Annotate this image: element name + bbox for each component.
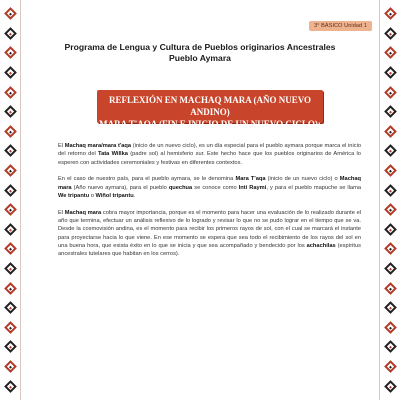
text: (Año nuevo aymara), para el pueblo (71, 184, 169, 191)
border-diamond-motif (4, 321, 17, 334)
border-diamond-motif (384, 66, 397, 79)
text: , y para el pueblo mapuche se llama (266, 184, 361, 191)
term-we-tripantu: We tripantu (58, 192, 90, 199)
paragraph-1 (58, 142, 361, 167)
border-diamond-motif (384, 203, 397, 216)
text: En el caso de nuestro país, para el pueblo aymara, se le denomina (58, 176, 236, 183)
border-diamond-motif (4, 27, 17, 40)
border-diamond-motif (4, 360, 17, 373)
border-diamond-motif (4, 66, 17, 79)
term-machaq-mara: Machaq mara (64, 209, 102, 216)
text: . (133, 192, 136, 199)
section-title-line-2: MARA T'AQA (FIN E INICIO DE UN NUEVO CICLO): (99, 119, 321, 129)
term-inti-raymi: Inti Raymi (238, 184, 267, 191)
text: o (89, 192, 96, 199)
paragraph-2 (58, 175, 361, 200)
border-diamond-motif (384, 164, 397, 177)
term-machaq-mara: Machaq mara (58, 176, 361, 191)
text: El (58, 209, 65, 216)
border-diamond-motif (4, 301, 17, 314)
border-diamond-motif (4, 243, 17, 256)
term-machaq-mara: Machaq mara/mara t'aqa (64, 143, 132, 149)
border-diamond-motif (384, 360, 397, 373)
border-diamond-motif (4, 184, 17, 197)
text: (padre sol) al hemisferio sur. Este hecho hace que los pueblos originarios de América lo esperen con actividades ceremoniales y festivas en diferentes contextos. (58, 151, 361, 166)
border-diamond-motif (384, 86, 397, 99)
term-winol-tripantu: Wiñol tripantu (95, 192, 134, 199)
border-diamond-motif (4, 380, 17, 393)
border-diamond-motif (4, 125, 17, 138)
border-diamond-motif (384, 262, 397, 275)
paragraph-3 (58, 209, 361, 259)
border-diamond-motif (4, 203, 17, 216)
border-diamond-motif (384, 7, 397, 20)
grade-unit-badge: 3° BÁSICO Unidad 1 (309, 21, 372, 31)
document-body (58, 142, 361, 267)
border-diamond-motif (4, 282, 17, 295)
border-diamond-motif (4, 86, 17, 99)
text: (inicio de un nuevo ciclo), es un día especial para el pueblo aymara porque marca el inicio del retorno del (58, 143, 362, 158)
text: cobra mayor importancia, porque es el momento para hacer una evaluación de lo realizado durante el año que termina, efectuar un análisis reflexivo de lo logrado y revisar lo que no se pudo lograr en el tiempo que se va. Desde la cosmovisión andina, es el momento para recibir los primeros rayos de sol, con el cual se marcará el instante para proyectarse hacia lo que viene. En ese momento se espera que sea todo el recibimiento de los rayos del sol en una buena hora, que exista éxito en lo que se inicia y que sea acompañado y bendecido por los (58, 209, 361, 249)
border-diamond-motif (384, 301, 397, 314)
text: El (58, 143, 65, 149)
border-diamond-motif (384, 282, 397, 295)
border-diamond-motif (384, 321, 397, 334)
border-diamond-motif (384, 27, 397, 40)
section-title-banner (97, 90, 323, 129)
border-diamond-motif (4, 164, 17, 177)
border-diamond-motif (384, 184, 397, 197)
border-diamond-motif (4, 105, 17, 118)
border-diamond-motif (384, 243, 397, 256)
section-title-line-1: REFLEXIÓN EN MACHAQ MARA (AÑO NUEVO ANDINO) (108, 95, 312, 117)
border-diamond-motif (4, 341, 17, 354)
border-diamond-motif (384, 105, 397, 118)
text: (espíritus ancestrales tutelares que habitan en los cerros). (58, 242, 361, 258)
border-diamond-motif (384, 125, 397, 138)
border-diamond-motif (4, 145, 17, 158)
people-subtitle: Pueblo Aymara (169, 53, 231, 63)
border-diamond-motif (384, 380, 397, 393)
page-header (0, 42, 400, 64)
border-diamond-motif (384, 341, 397, 354)
border-diamond-motif (384, 145, 397, 158)
term-tata-willka: Tata Willka (98, 151, 128, 158)
text: se conoce como (192, 184, 239, 191)
term-quechua: quechua (168, 184, 193, 191)
program-title: Programa de Lengua y Cultura de Pueblos originarios Ancestrales (64, 42, 336, 52)
border-diamond-motif (4, 262, 17, 275)
border-diamond-motif (384, 223, 397, 236)
term-achachilas: achachilas (306, 242, 336, 249)
border-diamond-motif (4, 7, 17, 20)
term-mara-taqa: Mara T'aqa (235, 176, 266, 183)
border-diamond-motif (4, 223, 17, 236)
text: (inicio de un nuevo ciclo) o (265, 176, 340, 183)
